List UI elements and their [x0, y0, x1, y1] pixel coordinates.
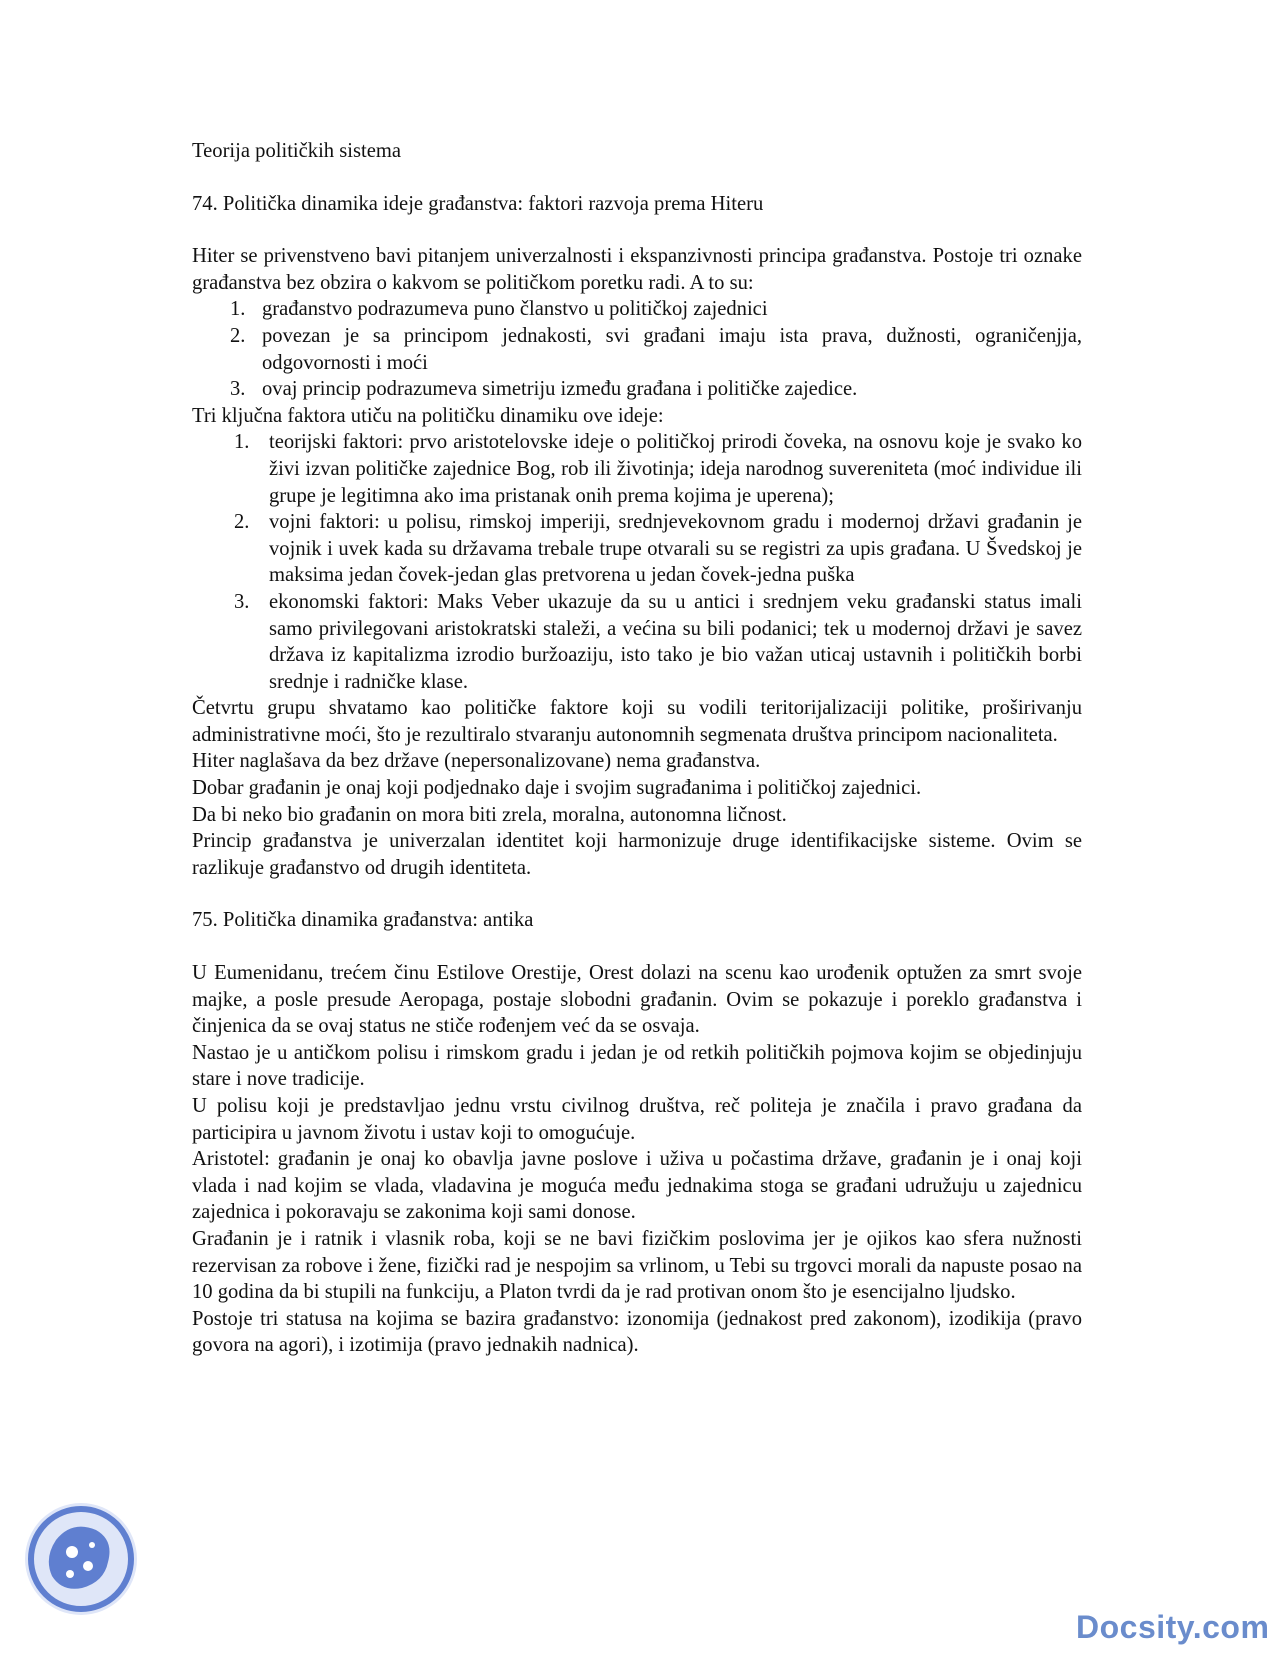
list-item: 1. građanstvo podrazumeva puno članstvo u političkoj zajednici — [230, 298, 768, 321]
list-item: 3. ekonomski faktori: Maks Veber ukazuje da su u antici i srednjem veku građanski status imali samo privilegovani aristokratski staleži, a većina su bili podanici; tek u modernoj državi je savez država iz kapitalizma izrodio buržoaziju, isto tako je bio važan uticaj ustavnih i političkih borbi srednje i radničke klase. — [234, 590, 1082, 693]
list-item: 3. ovaj princip podrazumeva simetriju između građana i političke zajedice. — [230, 378, 858, 401]
section-74-heading: 74. Politička dinamika ideje građanstva: faktori razvoja prema Hiteru — [192, 192, 764, 215]
list-item: 2. povezan je sa principom jednakosti, svi građani imaju ista prava, dužnosti, ograničenjja, odgovornosti i moći — [230, 324, 1082, 374]
document-title: Teorija političkih sistema — [192, 140, 402, 162]
paragraph: Građanin je i ratnik i vlasnik roba, koji se ne bavi fizičkim poslovima jer je ojikos kao sfera nužnosti rezervisan za robove i žene, fizički rad je nespojim sa vrlinom, u Tebi su trgovci morali da napuste posao na 10 godina da bi stupili na funkciju, a Platon tvrdi da je rad protivan onom što je esencijalno ljudsko. — [192, 1227, 1082, 1304]
document-page — [192, 138, 1082, 1359]
docsity-brand-text[interactable]: Docsity.com — [1076, 1609, 1270, 1645]
paragraph: U Eumenidanu, trećem činu Estilove Orestije, Orest dolazi na scenu kao urođenik optužen za smrt svoje majke, a posle presude Aeropaga, postaje slobodni građanin. Ovim se pokazuje i poreklo građanstva i činjenica da se ovaj status ne stiče rođenjem već da se osvaja. — [192, 962, 1082, 1038]
citizenship-marks-list — [192, 296, 1082, 402]
paragraph: Da bi neko bio građanin on mora biti zrela, moralna, autonomna ličnost. — [192, 803, 787, 826]
paragraph: Nastao je u antičkom polisu i rimskom gradu i jedan je od retkih političkih pojmova kojim se objedinjuju stare i nove tradicije. — [192, 1041, 1082, 1091]
list-item: 1. teorijski faktori: prvo aristotelovske ideje o političkoj prirodi čoveka, na osnovu koje je svako ko živi izvan političke zajednice Bog, rob ili životinja; ideja narodnog suvereniteta (moć individue ili grupe je legitimna ako ima pristanak onih prema kojima je uperena); — [234, 431, 1082, 507]
paragraph: Hiter naglašava da bez države (nepersonalizovane) nema građanstva. — [192, 750, 761, 773]
paragraph: Dobar građanin je onaj koji podjednako daje i svojim sugrađanima i političkoj zajednici. — [192, 777, 922, 800]
paragraph: Postoje tri statusa na kojima se bazira građanstvo: izonomija (jednakost pred zakonom), izodikija (pravo govora na agori), i izotimija (pravo jednakih nadnica). — [192, 1307, 1082, 1357]
paragraph: Princip građanstva je univerzalan identitet koji harmonizuje druge identifikacijske sisteme. Ovim se razlikuje građanstvo od drugih identiteta. — [192, 830, 1082, 879]
section-75-heading: 75. Politička dinamika građanstva: antika — [192, 909, 534, 932]
paragraph: Četvrtu grupu shvatamo kao političke faktore koji su vodili teritorijalizaciji politike, proširivanju administrativne moći, što je rezultiralo stvaranju autonomnih segmenata društva principom nacionaliteta. — [192, 697, 1082, 746]
docsity-logo-icon — [22, 1500, 140, 1618]
paragraph: U polisu koji je predstavljao jednu vrstu civilnog društva, reč politeja je značila i pravo građana da participira u javnom životu i ustav koji to omogućuje. — [192, 1095, 1082, 1144]
factors-list — [192, 429, 1082, 695]
list-item: 2. vojni faktori: u polisu, rimskoj imperiji, srednjevekovnom gradu i modernoj državi građanin je vojnik i uvek kada su državama trebale trupe otvarali su se registri za upis građana. U Švedskoj je maksima jedan čovek-jedan glas pretvorena u jedan čovek-jedna puška — [234, 511, 1082, 587]
factors-intro: Tri ključna faktora utiču na političku dinamiku ove ideje: — [192, 404, 664, 427]
section-74-intro: Hiter se privenstveno bavi pitanjem univerzalnosti i ekspanzivnosti principa građanstva. Postoje tri oznake građanstva bez obzira o kakvom se političkom poretku radi. A to su: — [192, 245, 1082, 294]
paragraph: Aristotel: građanin je onaj ko obavlja javne poslove i uživa u počastima države, građanin je i onaj koji vlada i nad kojim se vlada, vladavina je moguća među jednakima stoga se građani udružuju u zajednicu zajednica i pokoravaju se zakonima koji sami donose. — [192, 1148, 1082, 1224]
